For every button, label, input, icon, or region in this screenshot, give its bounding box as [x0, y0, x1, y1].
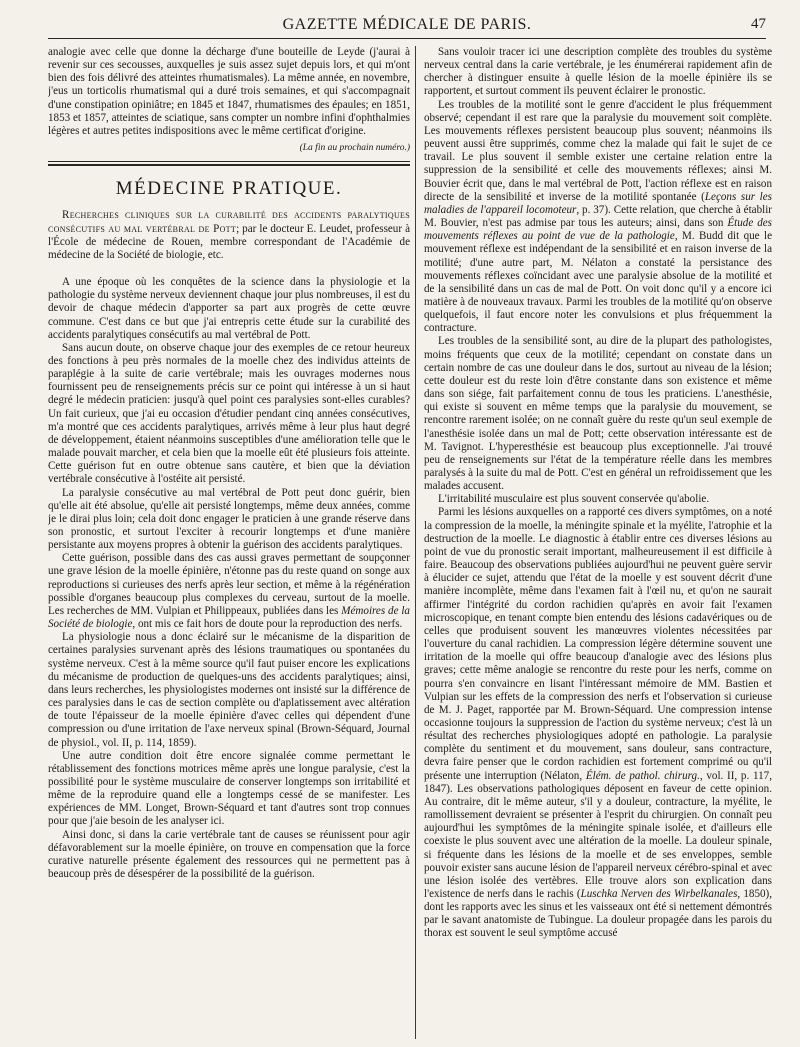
journal-title: GAZETTE MÉDICALE DE PARIS. [282, 16, 532, 33]
italic-citation: Étude des mouvements réflexes au point de vue de la pathologie [424, 217, 772, 243]
article-abstract [48, 209, 410, 262]
text-run: , 1850), dont les rapports avec les sinus et les vaisseaux ont été si nettement démontrés par le savant anatomiste de Tubingue. La douleur propagée dans les parois du thorax est souvent le seul symptôme accusé [424, 888, 772, 940]
article-byline: ; par le docteur E. Leudet, professeur à l'École de médecine de Rouen, membre correspondant de l'Académie de médecine de la Société de biologie, etc. [48, 222, 410, 261]
text-run: , ont mis ce fait hors de doute pour la reproduction des nerfs. [132, 618, 403, 631]
continued-paragraph: analogie avec celle que donne la décharge d'une bouteille de Leyde (j'aurai à revenir sur ces secousses, auxquelles je suis assez sujet depuis lors, et qui m'ont bien des fois délivré des atteintes rhumatismales). La même année, en novembre, j'eus un torticolis rhumatismal qui a duré trois semaines, et qui s'accompagnait d'une constipation opiniâtre; en 1845 et 1847, rhumatismes des épaules; en 1851, 1853 et 1857, atteintes de sciatique, sans compter un nombre infini d'ophthalmies légères et autres petites indispositions avec le même certificat d'origine. [48, 46, 410, 137]
text-run: , p. 37). Cette relation, que cherche à établir M. Bouvier, n'est pas admise par tous les auteurs; ainsi, dans son [424, 203, 772, 230]
italic-citation: Mémoires de la Société de biologie [48, 604, 410, 631]
section-rule-thick [48, 164, 410, 166]
text-run: , M. Budd dit que le mouvement réflexe est indépendant de la sensibilité et en raison inverse de la motilité; d'une autre part, M. Nélaton a constaté la persistance des mouvements réflexes coïncidant avec une paralysie absolue de la motilité et de la sensibilité dans un cas de mal de Pott. On voit donc qu'il y a encore ici matière à de nouveaux travaux. Parmi les troubles de la motilité qu'on observe quelquefois, il faut encore noter les convulsions et plus fréquemment la contracture. [424, 230, 772, 335]
italic-citation: Leçons sur les maladies de l'appareil locomoteur [424, 190, 772, 216]
paragraph: Ainsi donc, si dans la carie vertébrale tant de causes se réunissent pour agir défavorablement sur la moelle épinière, on trouve en compensation que la force curative naturelle présente également des ressources qui ne permettent pas à beaucoup près de désespérer de la possibilité de la guérison. [48, 828, 410, 881]
paragraph: Une autre condition doit être encore signalée comme permettant le rétablissement des fonctions motrices même après une longue paralysie, c'est la possibilité pour le système musculaire de conserver longtemps son irritabilité et même de la reproduire quand elle a longtemps cessé de se manifester. Les expériences de MM. Longet, Brown-Séquard et tant d'autres sont trop connues pour que j'aie besoin de les analyser ici. [48, 749, 410, 828]
paragraph: La physiologie nous a donc éclairé sur le mécanisme de la disparition de certaines paralysies survenant après des lésions traumatiques ou spontanées du système nerveux. C'est à la même source qu'il faut puiser encore les explications du mécanisme de production de quelques-uns des accidents paralytiques; ainsi, dans leurs recherches, les physiologistes modernes ont insisté sur la différence de ces paralysies dans le cas de section complète ou d'aplatissement avec altération de toute l'épaisseur de la moelle épinière d'avec celles qui dépendent d'une compression ou d'une irritation de l'axe nerveux spinal (Brown-Séquard, Journal de physiol., vol. II, p. 114, 1859). [48, 631, 410, 749]
right-column [424, 46, 772, 1039]
paragraph [424, 506, 772, 940]
left-column [48, 46, 410, 1039]
italic-citation: Élém. de pathol. chirurg. [585, 769, 700, 782]
paragraph: A une époque où les conquêtes de la science dans la physiologie et la pathologie du système nerveux deviennent chaque jour plus nombreuses, il est du devoir de chaque médecin d'apporter sa part aux progrès de cette œuvre commune. C'est dans ce but que j'ai entrepris cette étude sur la curabilité des accidents paralytiques consécutifs au mal vertébral de Pott. [48, 276, 410, 341]
paragraph: La paralysie consécutive au mal vertébral de Pott peut donc guérir, bien qu'elle ait été absolue, qu'elle ait persisté longtemps, même deux années, comme je le dirai plus loin; cela doit donc engager le praticien à une grande réserve dans son pronostic, et surtout l'exciter à recourir longtemps et d'une manière persistante aux moyens propres à obtenir la guérison des accidents paralytiques. [48, 486, 410, 552]
text-run: Cette guérison, possible dans des cas aussi graves permettant de soupçonner une grave lésion de la moelle épinière, n'étonne pas du reste quand on songe aux reproductions si curieuses des nerfs après leur section, et même à la régénération possible d'organes beaucoup plus complexes du cerveau, surtout de la moelle. Les recherches de MM. Vulpian et Philippeaux, publiées dans les [48, 552, 410, 617]
paragraph [48, 552, 410, 631]
italic-citation: Luschka Nerven des Wirbelkanales [580, 888, 738, 900]
page-number: 47 [751, 16, 766, 32]
paragraph: Les troubles de la sensibilité sont, au dire de la plupart des pathologistes, moins fréquents que ceux de la motilité; cependant on constate dans un certain nombre de cas une douleur dans le dos, surtout au niveau de la lésion; cette douleur est du reste loin d'être constante dans son existence et même dans son siége, fait parfaitement connu de tous les praticiens. L'anesthésie, qui existe si souvent en même temps que la paralysie du mouvement, se rencontre rarement isolée; on ne connaît guère du reste qu'un seul exemple de l'anesthésie isolée dans un mal de Pott; cette observation intéressante est de M. Tavignot. L'hyperesthésie est beaucoup plus exceptionnelle. J'ai trouvé peu de renseignements sur l'état de la température réelle dans les membres paralysés à la suite du mal de Pott. C'est en général un refroidissement que les malades accusent. [424, 335, 772, 493]
to-be-continued-note: (La fin au prochain numéro.) [299, 143, 410, 154]
text-run: Parmi les lésions auxquelles on a rapporté ces divers symptômes, on a noté la compression de la moelle, la méningite spinale et la myélite, l'atrophie et la destruction de la moelle. Le diagnostic à établir entre ces diverses lésions au point de vue du pronostic serait important, malheureusement il est difficile à faire. Beaucoup des observations publiées aujourd'hui ne peuvent guère servir à élucider ce sujet, attendu que l'état de la moelle y est souvent décrit d'une manière incomplète, même dans l'examen fait à l'œil nu, et qu'on ne saurait affirmer l'intégrité du cordon rachidien qu'après en avoir fait l'examen microscopique, en tenant compte bien entendu des lésions cadavériques ou de celles que produisent souvent les manœuvres violentes nécessitées par l'ouverture du canal rachidien. La compression légère détermine souvent une irritation de la moelle qui offre beaucoup d'analogie avec des lésions plus graves; cette même analogie se rencontre du reste pour les nerfs, comme on pourra s'en convaincre en lisant l'intéressant mémoire de MM. Bastien et Vulpian sur les effets de la compression des nerfs et l'observation si curieuse de M. J. Paget, rapportée par M. Brown-Séquard. Une compression intense occasionne toujours la suppression de l'action du système nerveux; c'est là un résultat des recherches physiologiques adopté en pathologie. La paralysie complète du sentiment et du mouvement, sans douleur, sans contracture, devra faire penser que le cordon rachidien est fortement comprimé ou qu'il présente une interruption (Nélaton, [424, 506, 772, 782]
paragraph: Sans vouloir tracer ici une description complète des troubles du système nerveux central dans la carie vertébrale, je les énumérerai rapidement afin de chercher à distinguer ensuite à quelle lésion de la moelle épinière ils se rapportent, et surtout comment ils peuvent éclairer le pronostic. [424, 46, 772, 98]
section-title: MÉDECINE PRATIQUE. [115, 178, 343, 200]
text-run: Les troubles de la motilité sont le genre d'accident le plus fréquemment observé; cependant il est rare que la paralysie du mouvement soit complète. Les mouvements réflexes persistent beaucoup plus souvent; néanmoins ils peuvent aussi être supprimés, comme chez la malade qui fait le sujet de ce travail. Le plus souvent il semble exister une certaine relation entre la suppression de la sensibilité et celle des mouvements réflexes; ainsi M. Bouvier écrit que, dans le mal vertébral de Pott, l'action réflexe est en raison directe de la sensibilité et inverse de la motilité spontanée ( [424, 98, 772, 203]
text-run: , vol. II, p. 117, 1847). Les observations pathologiques déposent en faveur de cette opinion. Au contraire, dit le même auteur, s'il y a douleur, contracture, la myélite, le ramollissement devraient se présenter à l'esprit du chirurgien. On connaît peu aujourd'hui les symptômes de la méningite spinale isolée, et d'ailleurs elle coexiste le plus souvent avec une altération de la moelle. La douleur spinale, si fréquente dans les lésions de la moelle et de ses enveloppes, semble pouvoir exister sans aucune lésion de l'appareil nerveux cérébro-spinal et avec une lésion isolée des vertèbres. Elle trouve alors son explication dans l'existence de nerfs dans le rachis ( [424, 769, 772, 900]
paragraph: L'irritabilité musculaire est plus souvent conservée qu'abolie. [438, 493, 710, 506]
paragraph: Sans aucun doute, on observe chaque jour des exemples de ce retour heureux des fonctions à peu près normales de la moelle chez des individus atteints de paraplégie à la suite de carie vertébrale; mais les ouvrages modernes nous fournissent peu de renseignements précis sur ce point qui intéresse à un si haut degré le médecin praticien: jusqu'à quel point ces paralysies sont-elles curables? Un fait curieux, que j'ai eu occasion d'étudier pendant cinq années consécutives, m'a montré que ces accidents paralytiques, arrivés même à leur plus haut degré de développement, étaient néanmoins susceptibles d'une amélioration telle que le malade pouvait marcher, et cela bien que la moelle eût été plusieurs fois atteinte. Cette guérison fut en outre obtenue sans cautère, et bien que la déviation vertébrale consécutive à l'ostéite ait persisté. [48, 341, 410, 486]
page-header [48, 14, 766, 39]
article-title: Recherches cliniques sur la curabilité des accidents paralytiques consécutifs au mal vertébral de Pott [48, 209, 410, 235]
section-rule [48, 161, 410, 162]
column-divider [415, 46, 416, 1039]
paragraph [424, 99, 772, 336]
